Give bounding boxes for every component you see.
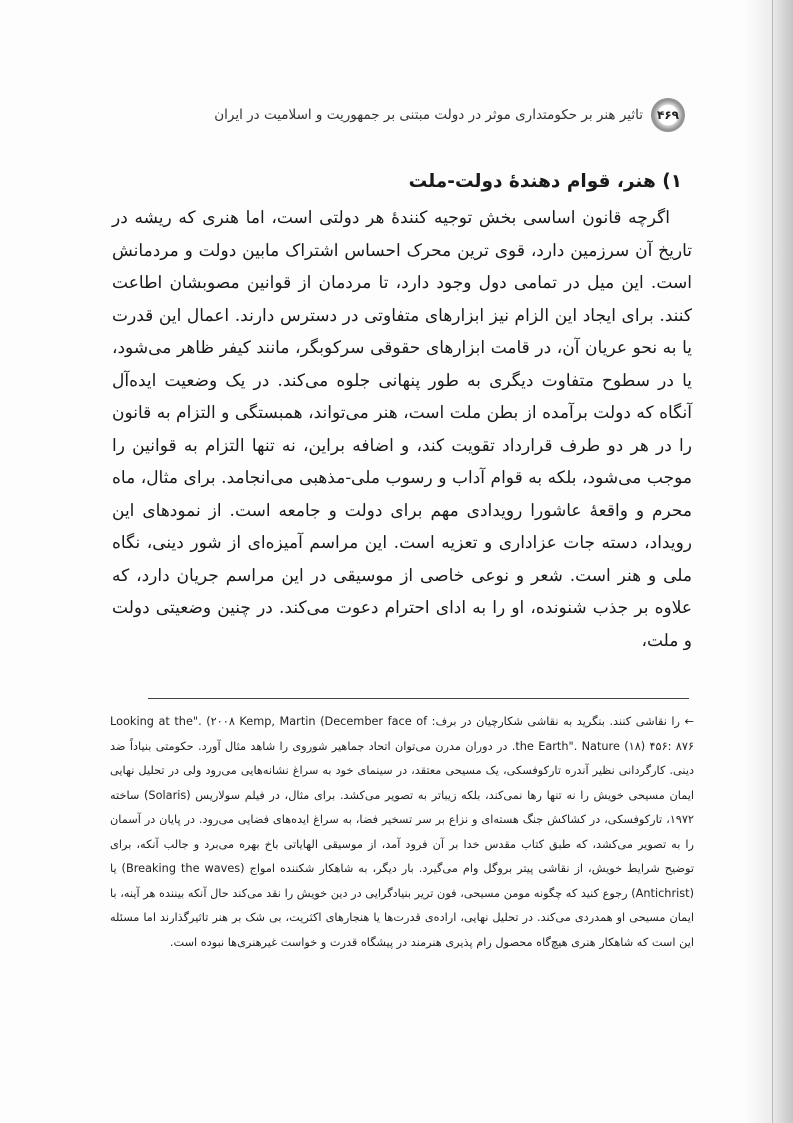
page-header	[150, 98, 685, 132]
running-head: تاثیر هنر بر حکومتداری موثر در دولت مبتنی بر جمهوریت و اسلامیت در ایران	[214, 107, 643, 123]
footnote: ← را نقاشی کنند. بنگرید به نقاشی شکارچیان در برف: Looking at the". (۲۰۰۸ Kemp, Martin (December face of the Earth". Nature (۱۸) ۴۵۶: ۸۷۶. در دوران مدرن می‌توان اتحاد جماهیر شوروی را شاهد مثال آورد. حکومتی بنیاداً ضد دینی. کارگردانی نظیر آندره تارکوفسکی، یک مسیحی معتقد، در سینمای خود به سراغ نشانه‌هایی می‌رود ولی در تحلیل نهایی ایمان مسیحی خویش را نه تنها رها نمی‌کند، بلکه زیباتر به تصویر می‌کشد. برای مثال، در فیلم سولاریس (Solaris) ساخته ۱۹۷۲، تارکوفسکی، در کشاکش جنگ هسته‌ای و نزاع بر سر تسخیر فضا، به سراغ ایده‌های فضایی می‌رود. در پایان در آسمان را به تصویر می‌کشد، که طبق کتاب مقدس خدا بر آن فرود آمد، از موسیقی الهایاتی باخ بهره می‌برد و جالب آنکه، برای توضیح شرایط خویش، از نقاشی پیتر بروگل وام می‌گیرد. بار دیگر، به شاهکار شکننده امواج (Breaking the waves) یا (Antichrist) رجوع کنید که چگونه مومن مسیحی، فون تریر بنیادگرایی در دین خویش را نقد می‌کند حال آنکه بیننده هر آینه، با ایمان مسیحی او همدردی می‌کند. در تحلیل نهایی، اراده‌ی قدرت‌ها یا هنجارهای اکثریت، بی شک بر هنر تاثیرگذارند اما مسئله این است که شاهکار هنری هیچ‌گاه محصول رام پذیری هنرمند در پیشگاه قدرت و خواست غیرهنری‌ها نبوده است.	[110, 715, 695, 949]
page-binding-shadow	[745, 0, 793, 1123]
page-number-ornament-icon	[651, 98, 685, 132]
footnote-divider	[148, 698, 689, 699]
page-edge-line	[772, 0, 773, 1123]
section-title: ۱) هنر، قوام دهندهٔ دولت-ملت	[408, 171, 682, 192]
section-body: اگرچه قانون اساسی بخش توجیه کنندهٔ هر دولتی است، اما هنری که ریشه در تاریخ آن سرزمین دارد، قوی ترین محرک احساس اشتراک مابین دولت و مردمانش است. این میل در تمامی دول وجود دارد، تا مردمان از قوانین مصوبشان اطاعت کنند. برای ایجاد این الزام نیز ابزارهای متفاوتی در دسترس دارند. اعمال این قدرت یا به نحو عریان آن، در قامت ابزارهای حقوقی سرکوبگر، مانند کیفر ظاهر می‌شود، یا در سطوح متفاوت دیگری به طور پنهانی جلوه می‌کند. در یک وضعیت ایده‌آل آنگاه که دولت برآمده از بطن ملت است، هنر می‌تواند، همبستگی و التزام به قانون را در هر دو طرف قرارداد تقویت کند، و اضافه براین، نه تنها التزام به قوانین را موجب می‌شود، بلکه به قوام آداب و رسوب ملی-مذهبی می‌انجامد. برای مثال، ماه محرم و واقعهٔ عاشورا رویدادی مهم برای دولت و جامعه است. از نمودهای این رویداد، دسته جات عزاداری و تعزیه است. این مراسم آمیزه‌ای از شور دینی، نگاه ملی و هنر است. شعر و نوعی خاصی از موسیقی در این مراسم جریان دارد، که علاوه بر جذب شنونده، او را به ادای احترام دعوت می‌کند. در چنین وضعیتی دولت و ملت،	[112, 208, 692, 651]
page-number: ۴۶۹	[657, 108, 679, 122]
main-content	[112, 166, 692, 657]
